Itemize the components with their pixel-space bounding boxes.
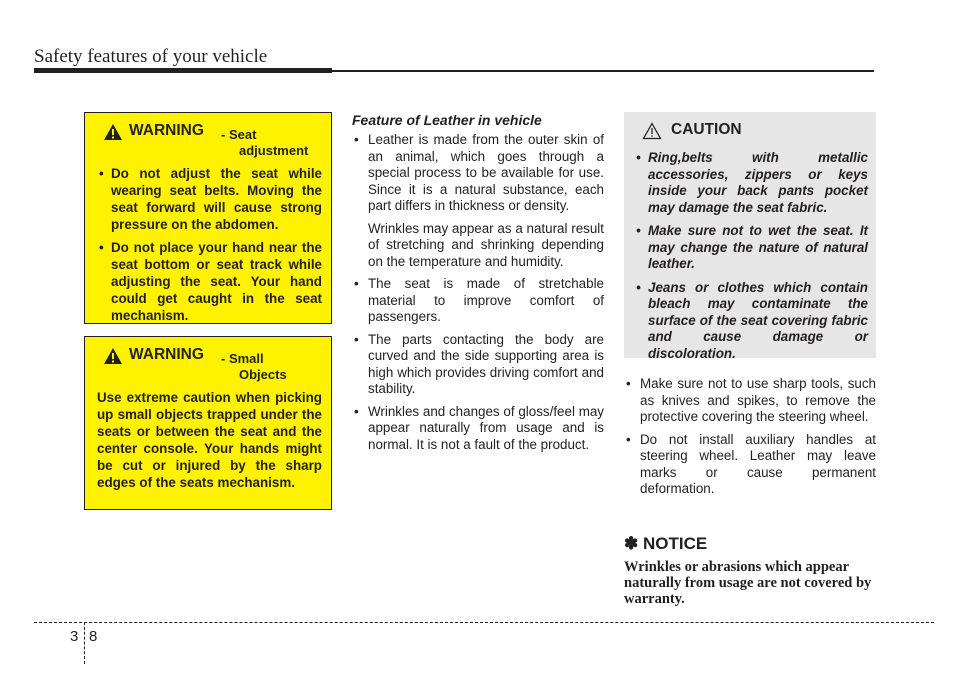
caution-item: • Jeans or clothes which contain bleach may contaminate the surface of the seat covering fabric and cause damage or discoloration. <box>634 280 868 363</box>
warning-label: WARNING <box>129 122 204 139</box>
leather-section <box>352 112 604 459</box>
notice-text: Wrinkles or abrasions which appear naturally from usage are not covered by warranty. <box>624 559 872 607</box>
leather-item-paragraph: • Leather is made from the outer skin of an animal, which goes through a special process to be available for use. Since it is a natural substance, each part differs in thickness or density. <box>368 132 604 213</box>
warning-seat-adjustment-box <box>84 112 332 324</box>
footer-rule <box>34 622 934 623</box>
header-rule <box>34 68 874 73</box>
caution-list <box>634 150 868 362</box>
steering-wheel-section <box>624 376 876 504</box>
warning-subtitle: - Small <box>221 351 264 366</box>
steering-wheel-item: • Do not install auxiliary handles at steering wheel. Leather may leave marks or cause permanent deformation. <box>624 432 876 498</box>
leather-item <box>352 132 604 270</box>
header-rule-thin <box>332 70 874 72</box>
chapter-number: 3 <box>70 628 79 645</box>
leather-heading: Feature of Leather in vehicle <box>352 112 542 128</box>
leather-item: • Wrinkles and changes of gloss/feel may appear naturally from usage and is normal. It is not a fault of the product. <box>352 404 604 454</box>
warning-small-objects-box <box>84 336 332 510</box>
warning-header <box>97 345 322 385</box>
warning-label: WARNING <box>129 346 204 363</box>
caution-triangle-icon <box>642 122 662 140</box>
warning-triangle-icon <box>103 123 123 141</box>
warning-objects-text: Use extreme caution when picking up small objects trapped under the seats or between the seat and the center console. Your hands might be cut or injured by the sharp edges of the seats mechanism. <box>97 390 322 490</box>
warning-triangle-icon <box>103 347 123 365</box>
warning-seat-list <box>97 165 322 324</box>
caution-item: • Ring,belts with metallic accessories, zippers or keys inside your back pants pocket may damage the seat fabric. <box>634 150 868 216</box>
caution-box <box>624 112 876 361</box>
steering-wheel-list <box>624 376 876 498</box>
warning-seat-item: • Do not place your hand near the seat bottom or seat track while adjusting the seat. Your hand could get caught in the seat mechanism. <box>97 239 322 324</box>
caution-header <box>634 120 868 146</box>
leather-item: • The seat is made of stretchable material to improve comfort of passengers. <box>352 276 604 326</box>
steering-wheel-item: • Make sure not to use sharp tools, such as knives and spikes, to remove the protective covering the steering wheel. <box>624 376 876 426</box>
warning-subtitle: - Seat <box>221 127 257 142</box>
caution-item: • Make sure not to wet the seat. It may change the nature of natural leather. <box>634 223 868 273</box>
warning-subtitle-line2: adjustment <box>239 143 309 158</box>
header-rule-thick <box>34 68 332 73</box>
leather-item: • The parts contacting the body are curved and the side supporting area is high which provides driving comfort and stability. <box>352 332 604 398</box>
warning-seat-item: • Do not adjust the seat while wearing seat belts. Moving the seat forward will cause strong pressure on the abdomen. <box>97 165 322 233</box>
notice-title: ✽ NOTICE <box>624 534 708 553</box>
warning-header <box>97 121 322 161</box>
leather-list <box>352 132 604 453</box>
caution-label: CAUTION <box>671 121 742 138</box>
warning-subtitle-line2: Objects <box>239 367 287 382</box>
leather-item-paragraph: Wrinkles may appear as a natural result of stretching and shrinking depending on the temperature and humidity. <box>368 220 604 269</box>
page-header-title: Safety features of your vehicle <box>34 46 268 67</box>
page-number-divider <box>84 622 85 664</box>
page-number: 8 <box>89 628 98 645</box>
